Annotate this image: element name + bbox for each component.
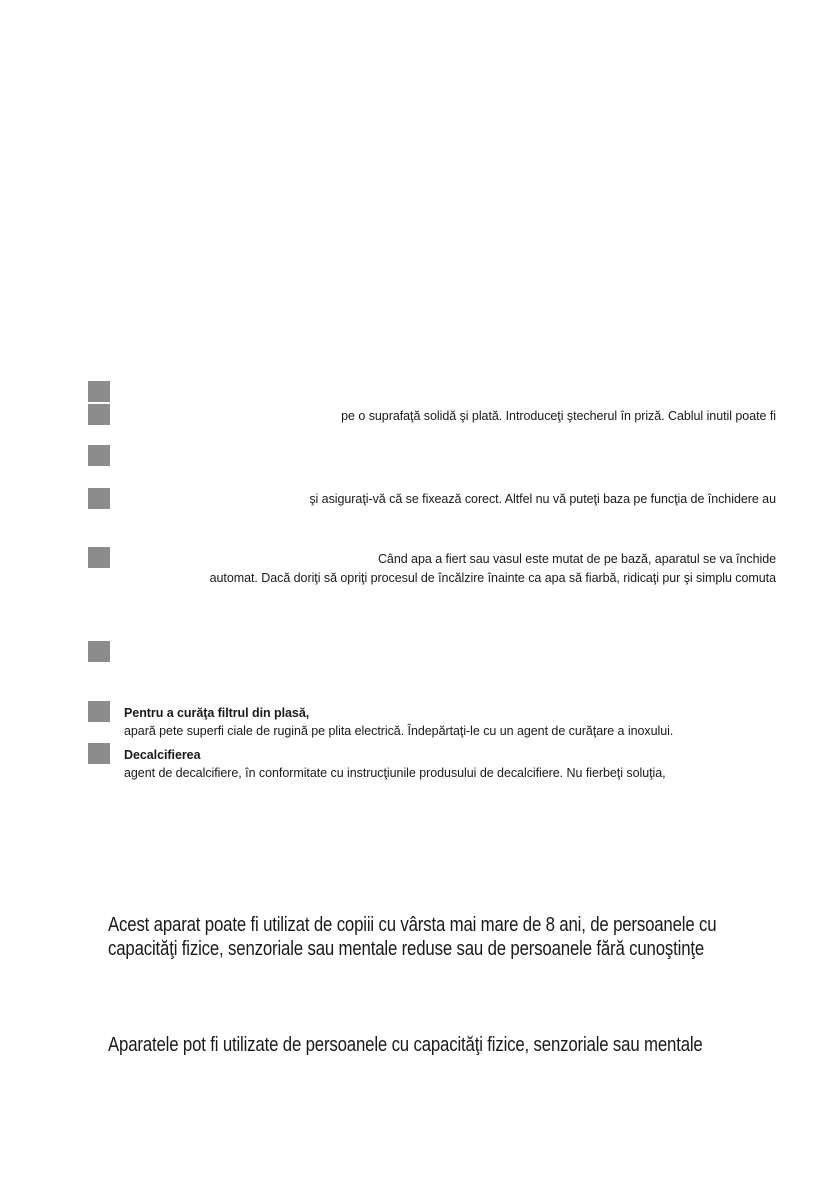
warning-paragraph-1-line-2: capacităţi fizice, senzoriale sau mentale reduse sau de persoanele fără cunoştinţe: [108, 938, 705, 960]
step-marker-2: [88, 404, 110, 425]
step-4-text: şi asiguraţi-vă că se fixează corect. Altfel nu vă puteţi baza pe funcţia de închidere au: [309, 492, 776, 506]
warning-paragraph-1-line-1: Acest aparat poate fi utilizat de copiii cu vârsta mai mare de 8 ani, de persoanele cu: [108, 914, 717, 936]
step-marker-5: [88, 547, 110, 568]
step-5-text-line-1: Când apa a fiert sau vasul este mutat de pe bază, aparatul se va închide: [377, 552, 776, 566]
filter-text: apară pete superfi ciale de rugină pe plita electrică. Îndepărtaţi-le cu un agent de curăţare a inoxului.: [124, 724, 674, 738]
step-2-text: pe o suprafaţă solidă şi plată. Introduceţi ştecherul în priză. Cablul inutil poate fi: [341, 409, 776, 423]
step-5-text-line-2: automat. Dacă doriţi să opriţi procesul de încălzire înainte ca apa să fiarbă, ridicaţi pur şi simplu comuta: [209, 571, 776, 585]
step-marker-1: [88, 381, 110, 402]
step-marker-3: [88, 445, 110, 466]
descale-text: agent de decalcifiere, în conformitate cu instrucţiunile produsului de decalcifiere. Nu fierbeţi soluţia,: [124, 766, 666, 780]
step-marker-6: [88, 641, 110, 662]
cleaning-marker-filter: [88, 701, 110, 722]
warning-paragraph-2-line-1: Aparatele pot fi utilizate de persoanele cu capacităţi fizice, senzoriale sau mentale: [108, 1034, 703, 1056]
descale-heading: Decalcifierea: [124, 748, 201, 762]
step-marker-4: [88, 488, 110, 509]
cleaning-marker-descale: [88, 743, 110, 764]
filter-heading: Pentru a curăţa filtrul din plasă,: [124, 706, 310, 720]
